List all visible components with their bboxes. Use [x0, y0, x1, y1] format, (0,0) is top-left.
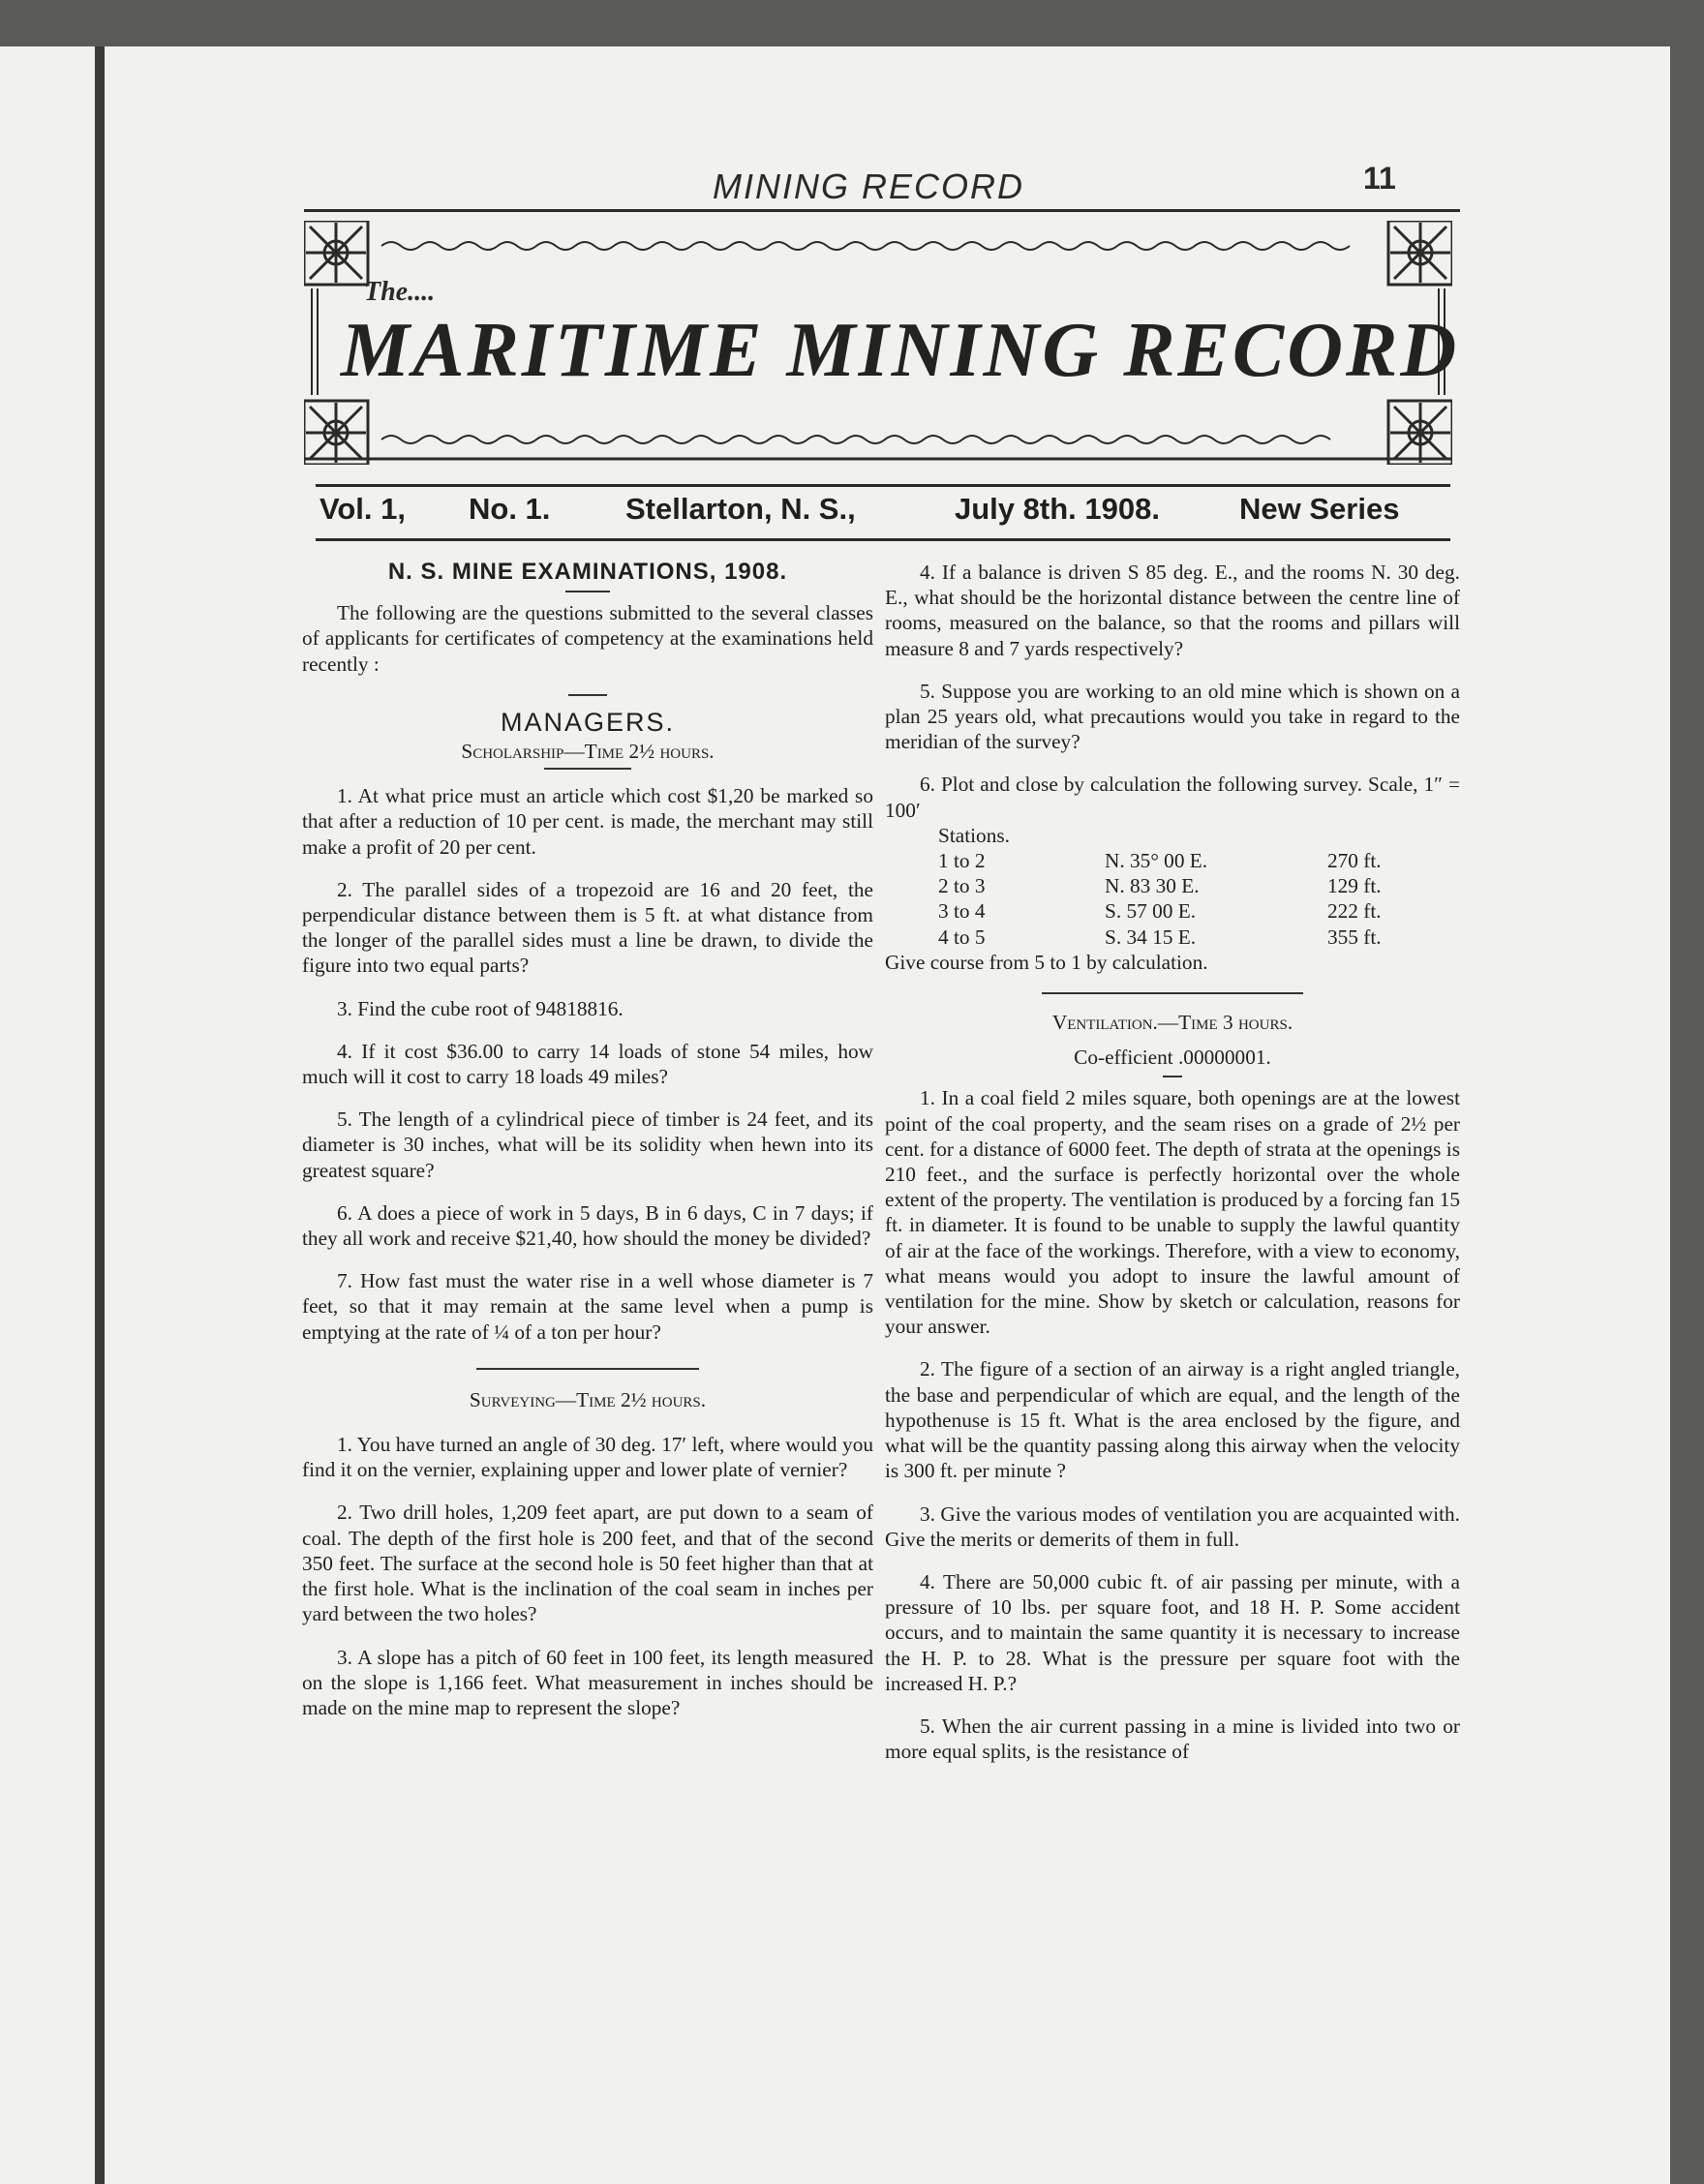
table-row: [938, 848, 1382, 873]
survey-table-footer: Give course from 5 to 1 by calculation.: [885, 950, 1208, 974]
masthead-the: The....: [364, 277, 436, 307]
surveying-heading: Surveying—Time 2½ hours.: [469, 1387, 707, 1411]
question-item: 3. A slope has a pitch of 60 feet in 100 feet, its length measured on the slope is 1,166 feet. What measurement in inches should be made on the mine map to represent the slope?: [302, 1645, 873, 1719]
managers-heading: MANAGERS.: [500, 707, 676, 737]
question-item: 5. Suppose you are working to an old mine which is shown on a plan 25 years old, what precautions would you take in regard to the meridian of the survey?: [885, 679, 1460, 754]
issue-place: Stellarton, N. S.,: [625, 492, 856, 526]
issue-number: No. 1.: [469, 492, 551, 526]
question-item: 6. Plot and close by calculation the following survey. Scale, 1″ = 100′: [885, 773, 1460, 822]
bearing-cell: S. 34 15 E.: [1105, 925, 1197, 949]
question-item: 1. You have turned an angle of 30 deg. 17′ left, where would you find it on the vernier, explaining upper and lower plate of vernier?: [302, 1433, 873, 1482]
distance-cell: 129 ft.: [1327, 874, 1382, 898]
issue-volume: Vol. 1,: [320, 492, 407, 526]
masthead-title: MARITIME MINING RECORD: [341, 308, 1460, 393]
question-item: 5. When the air current passing in a mine is livided into two or more equal splits, is the resistance of: [885, 1714, 1460, 1764]
distance-cell: 270 ft.: [1327, 849, 1382, 873]
station-cell: 1 to 2: [938, 849, 986, 873]
question-item: 6. A does a piece of work in 5 days, B in 6 days, C in 7 days; if they all work and receive $21,40, how should the money be divided?: [302, 1200, 873, 1251]
station-cell: 2 to 3: [938, 874, 986, 898]
masthead: [304, 221, 1460, 465]
question-item: 1. At what price must an article which cost $1,20 be marked so that after a reduction of 10 per cent. is made, the merchant may still make a profit of 20 per cent.: [302, 784, 873, 859]
divider: [568, 694, 607, 696]
station-cell: 3 to 4: [938, 899, 986, 924]
issue-rule-bottom: [316, 538, 1450, 541]
bearing-cell: N. 83 30 E.: [1105, 874, 1200, 898]
bearing-cell: N. 35° 00 E.: [1105, 849, 1208, 873]
section-separator: [1042, 992, 1303, 994]
right-column: [885, 560, 1460, 1764]
survey-table-header: Stations.: [938, 823, 1010, 847]
issue-rule-top: [316, 484, 1450, 487]
question-item: 4. There are 50,000 cubic ft. of air passing per minute, with a pressure of 10 lbs. per square foot, and 18 H. P. Some accident occurs, and to maintain the same quantity it is necessary to increase the H. P. to 28. What is the pressure per square foot with the increased H. P.?: [885, 1569, 1460, 1695]
question-item: 4. If it cost $36.00 to carry 14 loads of stone 54 miles, how much will it cost to carry 18 loads 49 miles?: [302, 1039, 873, 1089]
article-title: N. S. MINE EXAMINATIONS, 1908.: [387, 559, 788, 585]
section-separator: [476, 1368, 699, 1370]
question-item: 2. The parallel sides of a tropezoid are 16 and 20 feet, the perpendicular distance between them is 5 ft. at what distance from the longer of the parallel sides must a line be drawn, to divide the figure into two equal parts?: [302, 877, 873, 978]
survey-table: [938, 848, 1382, 950]
issue-series: New Series: [1239, 492, 1400, 526]
ventilation-coefficient: Co-efficient .00000001.: [1074, 1046, 1271, 1070]
running-title: MINING RECORD: [713, 167, 1024, 206]
bearing-cell: S. 57 00 E.: [1105, 899, 1197, 924]
header-rule: [304, 209, 1460, 212]
question-item: 2. Two drill holes, 1,209 feet apart, are put down to a seam of coal. The depth of the first hole is 200 feet, and that of the second 350 feet. The surface at the second hole is 50 feet higher than that at the first hole. What is the inclination of the coal seam in inches per yard between the two holes?: [302, 1501, 873, 1626]
question-item: 3. Give the various modes of ventilation you are acquainted with. Give the merits or demerits of them in full.: [885, 1502, 1460, 1551]
issue-date: July 8th. 1908.: [955, 492, 1160, 526]
scholarship-heading: Scholarship—Time 2½ hours.: [461, 740, 715, 764]
divider: [544, 768, 631, 770]
binding-edge: [95, 46, 105, 2184]
article-intro: The following are the questions submitted to the several classes of applicants for certificates of competency at the examinations held recently :: [302, 601, 873, 676]
table-row: [938, 873, 1382, 898]
ventilation-heading: Ventilation.—Time 3 hours.: [1051, 1011, 1293, 1035]
question-item: 3. Find the cube root of 94818816.: [337, 996, 624, 1020]
table-row: [938, 898, 1382, 924]
station-cell: 4 to 5: [938, 925, 986, 949]
distance-cell: 355 ft.: [1327, 925, 1382, 949]
question-item: 2. The figure of a section of an airway is a right angled triangle, the base and perpendicular of which are equal, and the length of the hypothenuse is 15 ft. What is the area enclosed by the figure, and what will be the quantity passing along this airway when the velocity is 300 ft. per minute ?: [885, 1357, 1460, 1483]
question-item: 1. In a coal field 2 miles square, both openings are at the lowest point of the coal property, and the seam rises on a grade of 2½ per cent. for a distance of 6000 feet. The depth of strata at the openings is 210 feet., and the surface is perfectly horizontal over the whole extent of the property. The ventilation is produced by a forcing fan 15 ft. in diameter. It is found to be unable to supply the lawful quantity of air at the face of the workings. Therefore, with a view to economy, what means would you adopt to insure the lawful amount of ventilation for the mine. Show by sketch or calculation, reasons for your answer.: [885, 1086, 1460, 1339]
distance-cell: 222 ft.: [1327, 899, 1382, 924]
question-item: 5. The length of a cylindrical piece of timber is 24 feet, and its diameter is 30 inches, what will be its solidity when hewn into its greatest square?: [302, 1107, 873, 1182]
page-number: 11: [1363, 161, 1396, 196]
table-row: [938, 925, 1382, 950]
divider: [565, 591, 610, 592]
left-column: [302, 560, 873, 1720]
question-item: 7. How fast must the water rise in a well whose diameter is 7 feet, so that it may remain at the same level when a pump is emptying at the rate of ¼ of a ton per hour?: [302, 1269, 873, 1344]
question-item: 4. If a balance is driven S 85 deg. E., and the rooms N. 30 deg. E., what should be the horizontal distance between the centre line of rooms, measured on the balance, so that the rooms and pillars will measure 8 and 7 yards respectively?: [885, 561, 1460, 660]
divider: [1163, 1076, 1182, 1077]
